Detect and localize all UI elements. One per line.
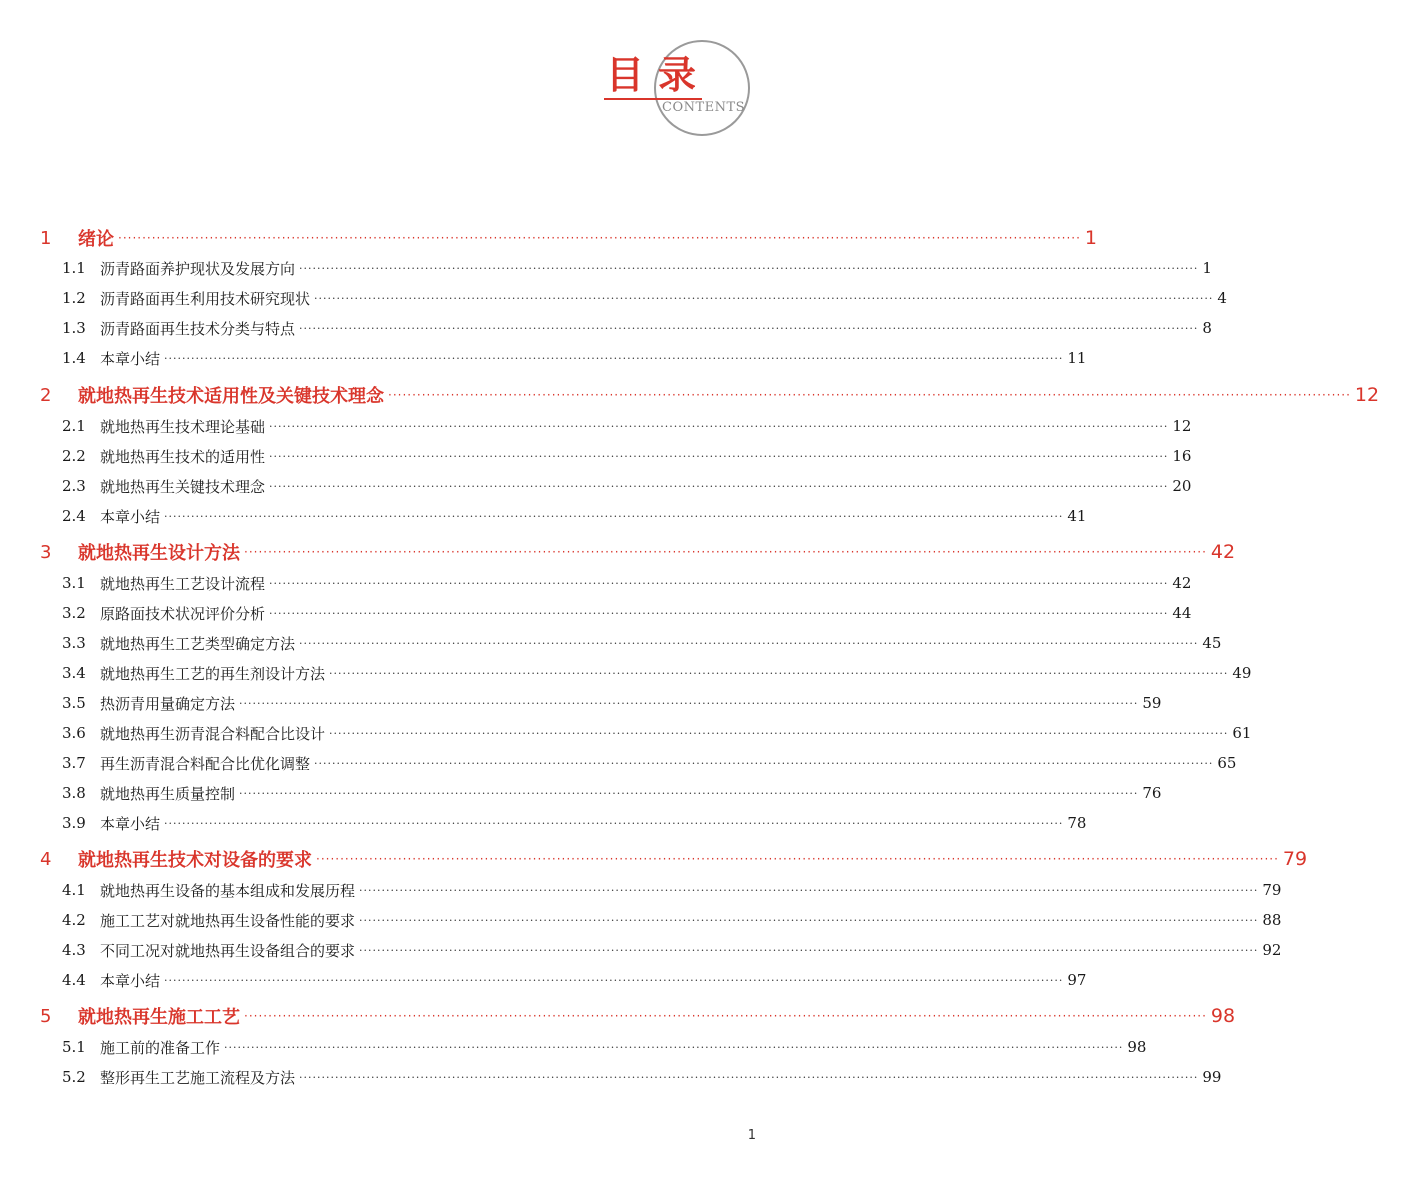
toc-section-entry[interactable] <box>0 343 1087 373</box>
toc-entry-title: 热沥青用量确定方法 <box>100 694 236 713</box>
toc-entry-number: 1.3 <box>62 319 86 337</box>
toc-dot-leader: ········································································································································································································ <box>388 388 1351 402</box>
toc-entry-title: 本章小结 <box>100 349 161 368</box>
toc-dot-leader: ········································································································································································································ <box>314 756 1214 770</box>
toc-entry-number: 5.2 <box>62 1068 86 1086</box>
toc-entry-page: 45 <box>1202 634 1222 652</box>
toc-entry-title: 本章小结 <box>100 814 161 833</box>
toc-chapter-entry[interactable] <box>0 223 1097 253</box>
toc-entry-number: 4 <box>40 848 52 870</box>
toc-entry-title: 就地热再生施工工艺 <box>78 1007 240 1028</box>
toc-entry-title: 沥青路面养护现状及发展方向 <box>100 259 296 278</box>
toc-dot-leader: ········································································································································································································ <box>359 883 1259 897</box>
toc-section-entry[interactable] <box>0 658 1252 688</box>
toc-entry-number: 2.2 <box>62 447 86 465</box>
toc-dot-leader: ········································································································································································································ <box>244 1009 1207 1023</box>
toc-entry-page: 79 <box>1262 881 1282 899</box>
toc-entry-title: 施工工艺对就地热再生设备性能的要求 <box>100 911 356 930</box>
toc-entry-page: 99 <box>1202 1068 1222 1086</box>
toc-entry-page: 76 <box>1142 784 1162 802</box>
toc-entry-page: 42 <box>1210 541 1236 563</box>
toc-dot-leader: ········································································································································································································ <box>299 261 1199 275</box>
toc-entry-page: 1 <box>1084 227 1097 249</box>
toc-entry-number: 4.3 <box>62 941 86 959</box>
toc-entry-title: 原路面技术状况评价分析 <box>100 604 266 623</box>
toc-entry-title: 就地热再生设备的基本组成和发展历程 <box>100 881 356 900</box>
toc-entry-page: 11 <box>1067 349 1087 367</box>
toc-entry-page: 49 <box>1232 664 1252 682</box>
contents-header <box>0 0 790 160</box>
toc-entry-number: 1 <box>40 227 52 249</box>
toc-entry-number: 4.2 <box>62 911 86 929</box>
toc-section-entry[interactable] <box>0 935 1282 965</box>
toc-entry-title: 就地热再生工艺类型确定方法 <box>100 634 296 653</box>
toc-entry-title: 就地热再生沥青混合料配合比设计 <box>100 724 326 743</box>
toc-section-entry[interactable] <box>0 501 1087 531</box>
toc-entry-page: 98 <box>1210 1005 1236 1027</box>
toc-dot-leader: ········································································································································································································ <box>269 606 1169 620</box>
toc-section-entry[interactable] <box>0 718 1252 748</box>
toc-chapter-entry[interactable] <box>0 537 1236 567</box>
toc-section-entry[interactable] <box>0 748 1237 778</box>
toc-entry-page: 44 <box>1172 604 1192 622</box>
toc-dot-leader: ········································································································································································································ <box>329 666 1229 680</box>
toc-entry-number: 3 <box>40 541 52 563</box>
toc-section-entry[interactable] <box>0 598 1192 628</box>
toc-section-entry[interactable] <box>0 808 1087 838</box>
toc-entry-page: 61 <box>1232 724 1252 742</box>
toc-entry-title: 就地热再生工艺的再生剂设计方法 <box>100 664 326 683</box>
toc-entry-number: 3.1 <box>62 574 86 592</box>
toc-entry-title: 整形再生工艺施工流程及方法 <box>100 1068 296 1087</box>
toc-entry-title: 本章小结 <box>100 507 161 526</box>
toc-entry-page: 41 <box>1067 507 1087 525</box>
toc-entry-number: 2.1 <box>62 417 86 435</box>
toc-entry-title: 沥青路面再生利用技术研究现状 <box>100 289 311 308</box>
toc-entry-title: 绪论 <box>78 229 114 250</box>
toc-entry-page: 8 <box>1202 319 1212 337</box>
toc-entry-number: 2.3 <box>62 477 86 495</box>
toc-dot-leader: ········································································································································································································ <box>239 696 1139 710</box>
toc-entry-page: 16 <box>1172 447 1192 465</box>
toc-section-entry[interactable] <box>0 1062 1222 1092</box>
toc-entry-page: 1 <box>1202 259 1212 277</box>
toc-entry-number: 1.2 <box>62 289 86 307</box>
toc-entry-title: 本章小结 <box>100 971 161 990</box>
toc-section-entry[interactable] <box>0 313 1212 343</box>
toc-entry-title: 就地热再生工艺设计流程 <box>100 574 266 593</box>
toc-section-entry[interactable] <box>0 905 1282 935</box>
page-subtitle: CONTENTS <box>662 100 746 115</box>
toc-dot-leader: ········································································································································································································ <box>269 479 1169 493</box>
toc-entry-page: 78 <box>1067 814 1087 832</box>
toc-entry-number: 3.8 <box>62 784 86 802</box>
toc-entry-title: 施工前的准备工作 <box>100 1038 221 1057</box>
toc-dot-leader: ········································································································································································································ <box>269 576 1169 590</box>
toc-dot-leader: ········································································································································································································ <box>316 852 1279 866</box>
toc-entry-number: 3.3 <box>62 634 86 652</box>
toc-section-entry[interactable] <box>0 411 1192 441</box>
toc-entry-page: 88 <box>1262 911 1282 929</box>
toc-entry-number: 4.1 <box>62 881 86 899</box>
toc-chapter-entry[interactable] <box>0 844 1308 874</box>
toc-section-entry[interactable] <box>0 875 1282 905</box>
toc-entry-number: 4.4 <box>62 971 86 989</box>
toc-dot-leader: ········································································································································································································ <box>164 351 1064 365</box>
toc-entry-page: 65 <box>1217 754 1237 772</box>
toc-dot-leader: ········································································································································································································ <box>299 1070 1199 1084</box>
toc-dot-leader: ········································································································································································································ <box>269 419 1169 433</box>
toc-chapter-entry[interactable] <box>0 380 1380 410</box>
toc-chapter-entry[interactable] <box>0 1001 1236 1031</box>
toc-entry-title: 不同工况对就地热再生设备组合的要求 <box>100 941 356 960</box>
toc-dot-leader: ········································································································································································································ <box>224 1040 1124 1054</box>
toc-dot-leader: ········································································································································································································ <box>239 786 1139 800</box>
toc-entry-page: 4 <box>1217 289 1227 307</box>
toc-dot-leader: ········································································································································································································ <box>269 449 1169 463</box>
toc-dot-leader: ········································································································································································································ <box>314 291 1214 305</box>
toc-entry-title: 就地热再生技术理论基础 <box>100 417 266 436</box>
toc-entry-title: 就地热再生质量控制 <box>100 784 236 803</box>
toc-entry-page: 12 <box>1354 384 1380 406</box>
toc-entry-title: 就地热再生设计方法 <box>78 543 240 564</box>
page-number: 1 <box>747 1128 756 1143</box>
toc-entry-number: 2 <box>40 384 52 406</box>
toc-entry-number: 3.4 <box>62 664 86 682</box>
toc-entry-number: 5 <box>40 1005 52 1027</box>
toc-entry-number: 3.2 <box>62 604 86 622</box>
toc-entry-number: 3.6 <box>62 724 86 742</box>
toc-section-entry[interactable] <box>0 688 1162 718</box>
toc-dot-leader: ········································································································································································································ <box>359 913 1259 927</box>
toc-entry-page: 20 <box>1172 477 1192 495</box>
toc-section-entry[interactable] <box>0 471 1192 501</box>
toc-entry-number: 2.4 <box>62 507 86 525</box>
toc-entry-page: 12 <box>1172 417 1192 435</box>
toc-section-entry[interactable] <box>0 441 1192 471</box>
toc-section-entry[interactable] <box>0 965 1087 995</box>
toc-entry-title: 沥青路面再生技术分类与特点 <box>100 319 296 338</box>
toc-entry-title: 就地热再生技术适用性及关键技术理念 <box>78 386 384 407</box>
toc-section-entry[interactable] <box>0 628 1222 658</box>
toc-entry-page: 79 <box>1282 848 1308 870</box>
toc-dot-leader: ········································································································································································································ <box>299 321 1199 335</box>
toc-entry-number: 3.7 <box>62 754 86 772</box>
toc-dot-leader: ········································································································································································································ <box>164 816 1064 830</box>
toc-entry-title: 就地热再生技术的适用性 <box>100 447 266 466</box>
toc-entry-title: 再生沥青混合料配合比优化调整 <box>100 754 311 773</box>
toc-section-entry[interactable] <box>0 283 1227 313</box>
toc-dot-leader: ········································································································································································································ <box>329 726 1229 740</box>
toc-entry-page: 42 <box>1172 574 1192 592</box>
toc-section-entry[interactable] <box>0 253 1212 283</box>
toc-entry-number: 1.4 <box>62 349 86 367</box>
toc-dot-leader: ········································································································································································································ <box>244 545 1207 559</box>
page-title: 目录 <box>606 53 711 97</box>
toc-section-entry[interactable] <box>0 568 1192 598</box>
toc-entry-number: 1.1 <box>62 259 86 277</box>
toc-entry-number: 3.9 <box>62 814 86 832</box>
toc-entry-page: 97 <box>1067 971 1087 989</box>
toc-entry-page: 98 <box>1127 1038 1147 1056</box>
toc-dot-leader: ········································································································································································································ <box>118 231 1081 245</box>
toc-dot-leader: ········································································································································································································ <box>164 509 1064 523</box>
toc-dot-leader: ········································································································································································································ <box>164 973 1064 987</box>
toc-section-entry[interactable] <box>0 778 1162 808</box>
toc-entry-number: 3.5 <box>62 694 86 712</box>
toc-dot-leader: ········································································································································································································ <box>299 636 1199 650</box>
toc-entry-title: 就地热再生技术对设备的要求 <box>78 850 312 871</box>
toc-entry-page: 59 <box>1142 694 1162 712</box>
toc-entry-page: 92 <box>1262 941 1282 959</box>
toc-section-entry[interactable] <box>0 1032 1147 1062</box>
toc-dot-leader: ········································································································································································································ <box>359 943 1259 957</box>
toc-entry-title: 就地热再生关键技术理念 <box>100 477 266 496</box>
toc-entry-number: 5.1 <box>62 1038 86 1056</box>
